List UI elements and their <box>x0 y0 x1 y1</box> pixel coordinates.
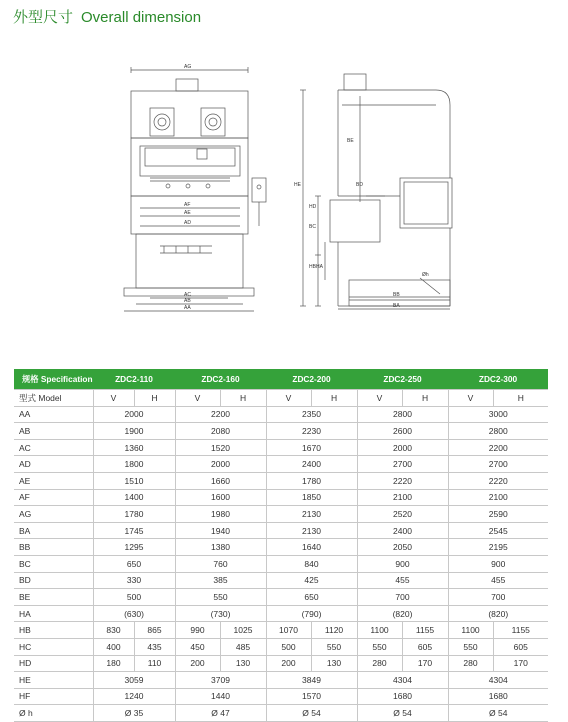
table-row <box>14 655 548 672</box>
table-cell: 2130 <box>266 506 357 523</box>
table-cell: 3709 <box>175 672 266 689</box>
table-cell: 180 <box>93 655 134 672</box>
table-cell: 2590 <box>448 506 548 523</box>
table-cell: 700 <box>448 589 548 606</box>
table-cell: 2700 <box>357 456 448 473</box>
header-model: ZDC2-160 <box>175 369 266 390</box>
table-cell: 1660 <box>175 472 266 489</box>
svg-text:AG: AG <box>184 64 192 70</box>
title-en: Overall dimension <box>81 9 202 26</box>
table-cell: 550 <box>311 638 357 655</box>
table-cell: 2195 <box>448 539 548 556</box>
table-cell: 2130 <box>266 522 357 539</box>
table-cell: 990 <box>175 622 220 639</box>
row-label: BC <box>14 555 93 572</box>
table-cell: 1025 <box>220 622 266 639</box>
table-cell: 1400 <box>93 489 175 506</box>
svg-text:BA: BA <box>393 303 400 309</box>
table-cell: (790) <box>266 605 357 622</box>
table-cell: (820) <box>448 605 548 622</box>
side-view-labels <box>294 138 429 309</box>
svg-text:AD: AD <box>184 220 191 226</box>
table-cell: Ø 35 <box>93 705 175 722</box>
table-cell: 2050 <box>357 539 448 556</box>
header-model: ZDC2-200 <box>266 369 357 390</box>
table-cell: 1680 <box>448 688 548 705</box>
row-label: AE <box>14 472 93 489</box>
table-cell: 830 <box>93 622 134 639</box>
table-cell: 1850 <box>266 489 357 506</box>
table-cell: 385 <box>175 572 266 589</box>
row-label: BE <box>14 589 93 606</box>
table-cell: 550 <box>448 638 493 655</box>
svg-text:AB: AB <box>184 298 191 304</box>
table-cell: 435 <box>134 638 175 655</box>
table-cell: 2800 <box>448 423 548 440</box>
table-cell: 2200 <box>448 439 548 456</box>
row-label: HC <box>14 638 93 655</box>
table-cell: 1900 <box>93 423 175 440</box>
svg-text:BB: BB <box>393 292 400 298</box>
table-cell: 2400 <box>266 456 357 473</box>
table-cell: 1745 <box>93 522 175 539</box>
table-cell: 3059 <box>93 672 175 689</box>
svg-text:BD: BD <box>356 182 363 188</box>
table-cell: 1780 <box>266 472 357 489</box>
model-type-cell: V <box>448 390 493 407</box>
svg-text:Øh: Øh <box>422 272 429 278</box>
table-cell: 900 <box>448 555 548 572</box>
table-cell: 2100 <box>357 489 448 506</box>
table-cell: 3000 <box>448 406 548 423</box>
row-label: AD <box>14 456 93 473</box>
front-view-labels <box>184 64 191 311</box>
table-cell: 280 <box>448 655 493 672</box>
table-cell: 455 <box>448 572 548 589</box>
table-cell: 1100 <box>448 622 493 639</box>
table-cell: 1570 <box>266 688 357 705</box>
table-cell: 1520 <box>175 439 266 456</box>
table-header-row <box>14 369 548 390</box>
table-row <box>14 423 548 440</box>
section-title <box>13 6 201 27</box>
row-label: BB <box>14 539 93 556</box>
model-type-cell: H <box>134 390 175 407</box>
table-cell: 2080 <box>175 423 266 440</box>
table-cell: 1510 <box>93 472 175 489</box>
model-row <box>14 390 548 407</box>
table-cell: (630) <box>93 605 175 622</box>
table-cell: 1155 <box>402 622 448 639</box>
table-cell: 605 <box>493 638 548 655</box>
table-row <box>14 522 548 539</box>
table-row <box>14 638 548 655</box>
table-cell: (730) <box>175 605 266 622</box>
table-cell: 700 <box>357 589 448 606</box>
table-cell: 2545 <box>448 522 548 539</box>
header-model: ZDC2-250 <box>357 369 448 390</box>
model-type-cell: V <box>357 390 402 407</box>
table-cell: 330 <box>93 572 175 589</box>
table-cell: 450 <box>175 638 220 655</box>
table-cell: 2520 <box>357 506 448 523</box>
table-cell: 1680 <box>357 688 448 705</box>
model-type-cell: V <box>175 390 220 407</box>
table-row <box>14 605 548 622</box>
row-label: Ø h <box>14 705 93 722</box>
table-cell: 3849 <box>266 672 357 689</box>
row-label: AA <box>14 406 93 423</box>
table-cell: 130 <box>311 655 357 672</box>
table-cell: 130 <box>220 655 266 672</box>
table-cell: 280 <box>357 655 402 672</box>
table-row <box>14 456 548 473</box>
dimension-drawing <box>0 50 568 330</box>
table-cell: 500 <box>266 638 311 655</box>
table-cell: 1800 <box>93 456 175 473</box>
table-cell: 2220 <box>448 472 548 489</box>
table-cell: 4304 <box>357 672 448 689</box>
table-cell: 605 <box>402 638 448 655</box>
table-cell: 1980 <box>175 506 266 523</box>
table-cell: 485 <box>220 638 266 655</box>
table-cell: 650 <box>266 589 357 606</box>
row-label: BD <box>14 572 93 589</box>
row-label: HE <box>14 672 93 689</box>
row-label: AC <box>14 439 93 456</box>
table-cell: 500 <box>93 589 175 606</box>
svg-text:BE: BE <box>347 138 354 144</box>
table-cell: 2230 <box>266 423 357 440</box>
model-type-cell: V <box>93 390 134 407</box>
table-cell: 200 <box>266 655 311 672</box>
model-type-cell: V <box>266 390 311 407</box>
table-cell: 200 <box>175 655 220 672</box>
table-cell: 4304 <box>448 672 548 689</box>
table-cell: 2000 <box>175 456 266 473</box>
table-row <box>14 572 548 589</box>
table-cell: Ø 47 <box>175 705 266 722</box>
table-cell: 2400 <box>357 522 448 539</box>
header-model: ZDC2-110 <box>93 369 175 390</box>
table-cell: (820) <box>357 605 448 622</box>
header-spec-label: 规格 Specification <box>14 369 93 390</box>
svg-text:AA: AA <box>184 305 191 311</box>
table-cell: 110 <box>134 655 175 672</box>
table-cell: 170 <box>402 655 448 672</box>
table-cell: 840 <box>266 555 357 572</box>
table-row <box>14 589 548 606</box>
title-cn: 外型尺寸 <box>13 9 74 26</box>
table-row <box>14 489 548 506</box>
table-cell: 900 <box>357 555 448 572</box>
table-cell: 2800 <box>357 406 448 423</box>
table-cell: 550 <box>175 589 266 606</box>
table-row <box>14 406 548 423</box>
table-cell: Ø 54 <box>266 705 357 722</box>
table-cell: 550 <box>357 638 402 655</box>
table-row <box>14 555 548 572</box>
table-row <box>14 472 548 489</box>
svg-text:AE: AE <box>184 210 191 216</box>
table-row <box>14 672 548 689</box>
table-row <box>14 705 548 722</box>
table-row <box>14 539 548 556</box>
model-label: 型式 Model <box>14 390 93 407</box>
table-cell: 170 <box>493 655 548 672</box>
table-cell: Ø 54 <box>448 705 548 722</box>
table-cell: 1780 <box>93 506 175 523</box>
table-cell: 1155 <box>493 622 548 639</box>
svg-text:HA: HA <box>316 264 323 270</box>
table-cell: 2600 <box>357 423 448 440</box>
table-row <box>14 688 548 705</box>
svg-text:HD: HD <box>309 204 317 210</box>
table-cell: 1240 <box>93 688 175 705</box>
row-label: AF <box>14 489 93 506</box>
table-cell: 1100 <box>357 622 402 639</box>
table-cell: 2220 <box>357 472 448 489</box>
row-label: AB <box>14 423 93 440</box>
table-cell: 1360 <box>93 439 175 456</box>
table-cell: 1640 <box>266 539 357 556</box>
table-cell: 425 <box>266 572 357 589</box>
table-cell: 2100 <box>448 489 548 506</box>
row-label: HF <box>14 688 93 705</box>
table-cell: 2700 <box>448 456 548 473</box>
svg-text:HE: HE <box>294 182 301 188</box>
table-cell: 2350 <box>266 406 357 423</box>
table-cell: Ø 54 <box>357 705 448 722</box>
table-cell: 400 <box>93 638 134 655</box>
table-cell: 2200 <box>175 406 266 423</box>
table-cell: 650 <box>93 555 175 572</box>
svg-text:AF: AF <box>184 202 191 208</box>
table-cell: 2000 <box>93 406 175 423</box>
table-row <box>14 506 548 523</box>
row-label: BA <box>14 522 93 539</box>
table-cell: 1120 <box>311 622 357 639</box>
row-label: HB <box>14 622 93 639</box>
table-cell: 1070 <box>266 622 311 639</box>
table-row <box>14 622 548 639</box>
model-type-cell: H <box>311 390 357 407</box>
svg-text:AC: AC <box>184 292 191 298</box>
spec-table <box>14 369 548 722</box>
row-label: HA <box>14 605 93 622</box>
svg-text:HB: HB <box>309 264 316 270</box>
header-model: ZDC2-300 <box>448 369 548 390</box>
svg-text:BC: BC <box>309 224 316 230</box>
model-type-cell: H <box>402 390 448 407</box>
table-cell: 760 <box>175 555 266 572</box>
table-cell: 1440 <box>175 688 266 705</box>
table-cell: 1940 <box>175 522 266 539</box>
spec-table-body <box>14 369 548 721</box>
model-type-cell: H <box>220 390 266 407</box>
table-cell: 1600 <box>175 489 266 506</box>
table-cell: 1670 <box>266 439 357 456</box>
row-label: AG <box>14 506 93 523</box>
model-type-cell: H <box>493 390 548 407</box>
row-label: HD <box>14 655 93 672</box>
table-cell: 455 <box>357 572 448 589</box>
table-cell: 1295 <box>93 539 175 556</box>
table-cell: 2000 <box>357 439 448 456</box>
table-cell: 1380 <box>175 539 266 556</box>
table-cell: 865 <box>134 622 175 639</box>
table-row <box>14 439 548 456</box>
